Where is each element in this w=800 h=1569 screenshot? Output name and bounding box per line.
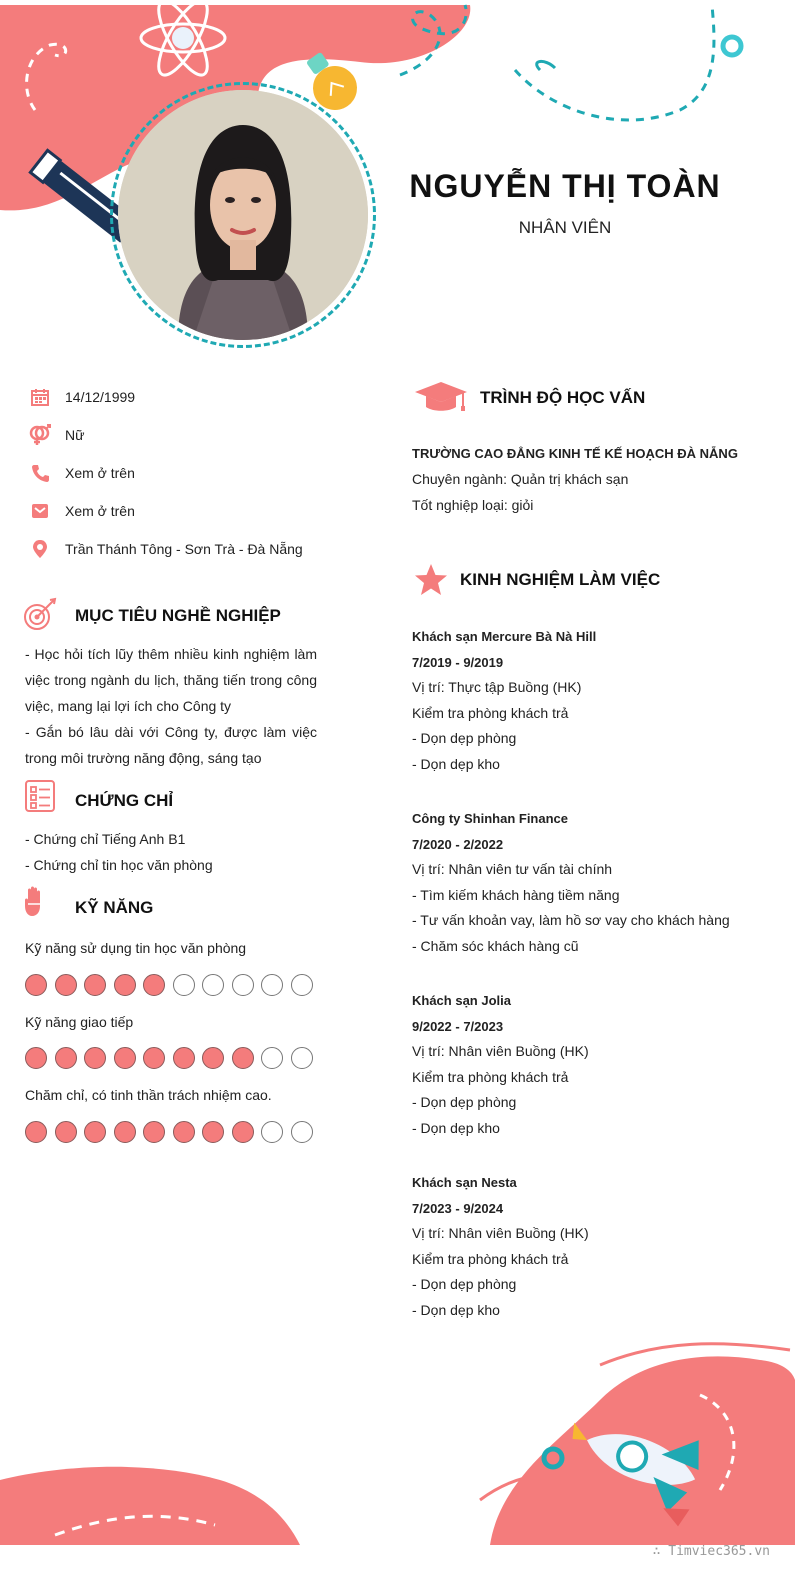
job-line: - Dọn dẹp phòng xyxy=(412,1276,517,1293)
contact-gender xyxy=(28,423,84,447)
contact-phone xyxy=(28,461,135,485)
job-company: Công ty Shinhan Finance xyxy=(412,811,569,826)
job-period: 7/2023 - 9/2024 xyxy=(412,1200,504,1216)
section-title-education: TRÌNH ĐỘ HỌC VẤN xyxy=(480,388,646,407)
star-icon xyxy=(413,562,449,603)
phone-icon xyxy=(28,461,52,485)
skill-rating xyxy=(25,1047,313,1069)
rating-dot-empty xyxy=(202,974,224,996)
job-line: - Dọn dẹp kho xyxy=(412,755,500,772)
location-icon xyxy=(28,537,52,561)
contact-value: 14/12/1999 xyxy=(65,389,136,405)
job-period: 7/2020 - 2/2022 xyxy=(412,836,504,852)
job-company: Khách sạn Jolia xyxy=(412,993,511,1008)
job-company: Khách sạn Mercure Bà Nà Hill xyxy=(412,629,597,644)
rating-dot-filled xyxy=(55,974,77,996)
contact-email xyxy=(28,499,135,523)
rating-dot-empty xyxy=(291,974,313,996)
rating-dot-filled xyxy=(202,1121,224,1143)
education-line: Chuyên ngành: Quản trị khách sạn xyxy=(412,471,629,487)
rating-dot-filled xyxy=(232,1121,254,1143)
skill-label: Kỹ năng sử dụng tin học văn phòng xyxy=(25,940,247,956)
contact-value: Trần Thánh Tông - Sơn Trà - Đà Nẵng xyxy=(65,541,303,557)
rating-dot-filled xyxy=(84,974,106,996)
job-line: - Tư vấn khoản vay, làm hồ sơ vay cho khách hàng xyxy=(412,912,730,929)
contact-value: Xem ở trên xyxy=(65,503,135,519)
section-title-certificates: CHỨNG CHỈ xyxy=(75,791,174,810)
contact-value: Xem ở trên xyxy=(65,465,135,481)
job-line: - Tìm kiếm khách hàng tiềm năng xyxy=(412,886,620,903)
job-entry xyxy=(412,806,782,960)
objective-text xyxy=(25,641,317,771)
rating-dot-filled xyxy=(55,1121,77,1143)
rating-dot-filled xyxy=(143,1047,165,1069)
job-period: 7/2019 - 9/2019 xyxy=(412,654,504,670)
objective-line: - Học hỏi tích lũy thêm nhiều kinh nghiệm làm việc trong ngành du lịch, thăng tiến trong công việc, mang lại lợi ích cho Công ty xyxy=(25,646,317,714)
job-line: Vị trí: Thực tập Buồng (HK) xyxy=(412,679,582,696)
job-line: Kiểm tra phòng khách trả xyxy=(412,1068,569,1085)
rating-dot-filled xyxy=(25,1121,47,1143)
job-line: - Dọn dẹp kho xyxy=(412,1119,500,1136)
contact-address xyxy=(28,537,303,561)
job-entry xyxy=(412,624,782,778)
job-entry xyxy=(412,988,782,1142)
contact-value: Nữ xyxy=(65,427,85,443)
rating-dot-empty xyxy=(232,974,254,996)
watermark: ∴ Timviec365.vn xyxy=(652,1544,770,1559)
job-line: Vị trí: Nhân viên Buồng (HK) xyxy=(412,1225,589,1242)
candidate-name: NGUYỄN THỊ TOÀN xyxy=(409,168,721,204)
rating-dot-filled xyxy=(25,974,47,996)
rating-dot-filled xyxy=(55,1047,77,1069)
rating-dot-filled xyxy=(202,1047,224,1069)
section-title-experience: KINH NGHIỆM LÀM VIỆC xyxy=(460,570,661,589)
objective-line: - Gắn bó lâu dài với Công ty, được làm việc trong môi trường năng động, sáng tạo xyxy=(25,724,317,766)
rating-dot-empty xyxy=(261,974,283,996)
hand-icon xyxy=(20,884,56,925)
skill-label: Chăm chỉ, có tinh thần trách nhiệm cao. xyxy=(25,1087,272,1103)
target-icon xyxy=(22,597,58,638)
job-company: Khách sạn Nesta xyxy=(412,1175,517,1190)
rating-dot-filled xyxy=(143,974,165,996)
rating-dot-filled xyxy=(84,1047,106,1069)
certificate-item: - Chứng chỉ Tiếng Anh B1 xyxy=(25,831,186,847)
job-line: - Dọn dẹp phòng xyxy=(412,730,517,747)
section-title-skills: KỸ NĂNG xyxy=(75,898,154,917)
rating-dot-filled xyxy=(232,1047,254,1069)
certificate-item: - Chứng chỉ tin học văn phòng xyxy=(25,857,213,873)
rating-dot-filled xyxy=(173,1121,195,1143)
job-line: Vị trí: Nhân viên Buồng (HK) xyxy=(412,1043,589,1060)
job-line: Vị trí: Nhân viên tư vấn tài chính xyxy=(412,861,613,878)
rating-dot-filled xyxy=(114,1121,136,1143)
job-line: - Chăm sóc khách hàng cũ xyxy=(412,937,579,954)
rating-dot-filled xyxy=(84,1121,106,1143)
contact-birthday xyxy=(28,385,135,409)
rating-dot-filled xyxy=(114,1047,136,1069)
job-period: 9/2022 - 7/2023 xyxy=(412,1018,504,1034)
skill-label: Kỹ năng giao tiếp xyxy=(25,1014,134,1030)
rating-dot-filled xyxy=(143,1121,165,1143)
portrait-image xyxy=(118,90,368,340)
rating-dot-filled xyxy=(25,1047,47,1069)
school-name: TRƯỜNG CAO ĐẲNG KINH TẾ KẾ HOẠCH ĐÀ NẴNG xyxy=(412,446,738,461)
section-title-objective: MỤC TIÊU NGHỀ NGHIỆP xyxy=(75,606,281,625)
graduation-cap-icon xyxy=(413,380,469,419)
rating-dot-empty xyxy=(291,1047,313,1069)
checklist-icon xyxy=(22,778,58,819)
email-icon xyxy=(28,499,52,523)
rating-dot-filled xyxy=(173,1047,195,1069)
rating-dot-empty xyxy=(291,1121,313,1143)
job-line: Kiểm tra phòng khách trả xyxy=(412,704,569,721)
job-line: Kiểm tra phòng khách trả xyxy=(412,1250,569,1267)
job-line: - Dọn dẹp phòng xyxy=(412,1094,517,1111)
avatar xyxy=(118,90,368,340)
education-line: Tốt nghiệp loại: giỏi xyxy=(412,497,534,513)
rating-dot-empty xyxy=(261,1047,283,1069)
job-entry xyxy=(412,1170,782,1324)
skill-rating xyxy=(25,1121,313,1143)
rating-dot-empty xyxy=(173,974,195,996)
rating-dot-empty xyxy=(261,1121,283,1143)
skill-rating xyxy=(25,974,313,996)
gender-icon xyxy=(28,423,52,447)
candidate-role: NHÂN VIÊN xyxy=(518,218,612,237)
bottom-left-blob xyxy=(0,1467,300,1545)
job-line: - Dọn dẹp kho xyxy=(412,1301,500,1318)
rating-dot-filled xyxy=(114,974,136,996)
calendar-icon xyxy=(28,385,52,409)
ring-icon xyxy=(723,37,741,55)
